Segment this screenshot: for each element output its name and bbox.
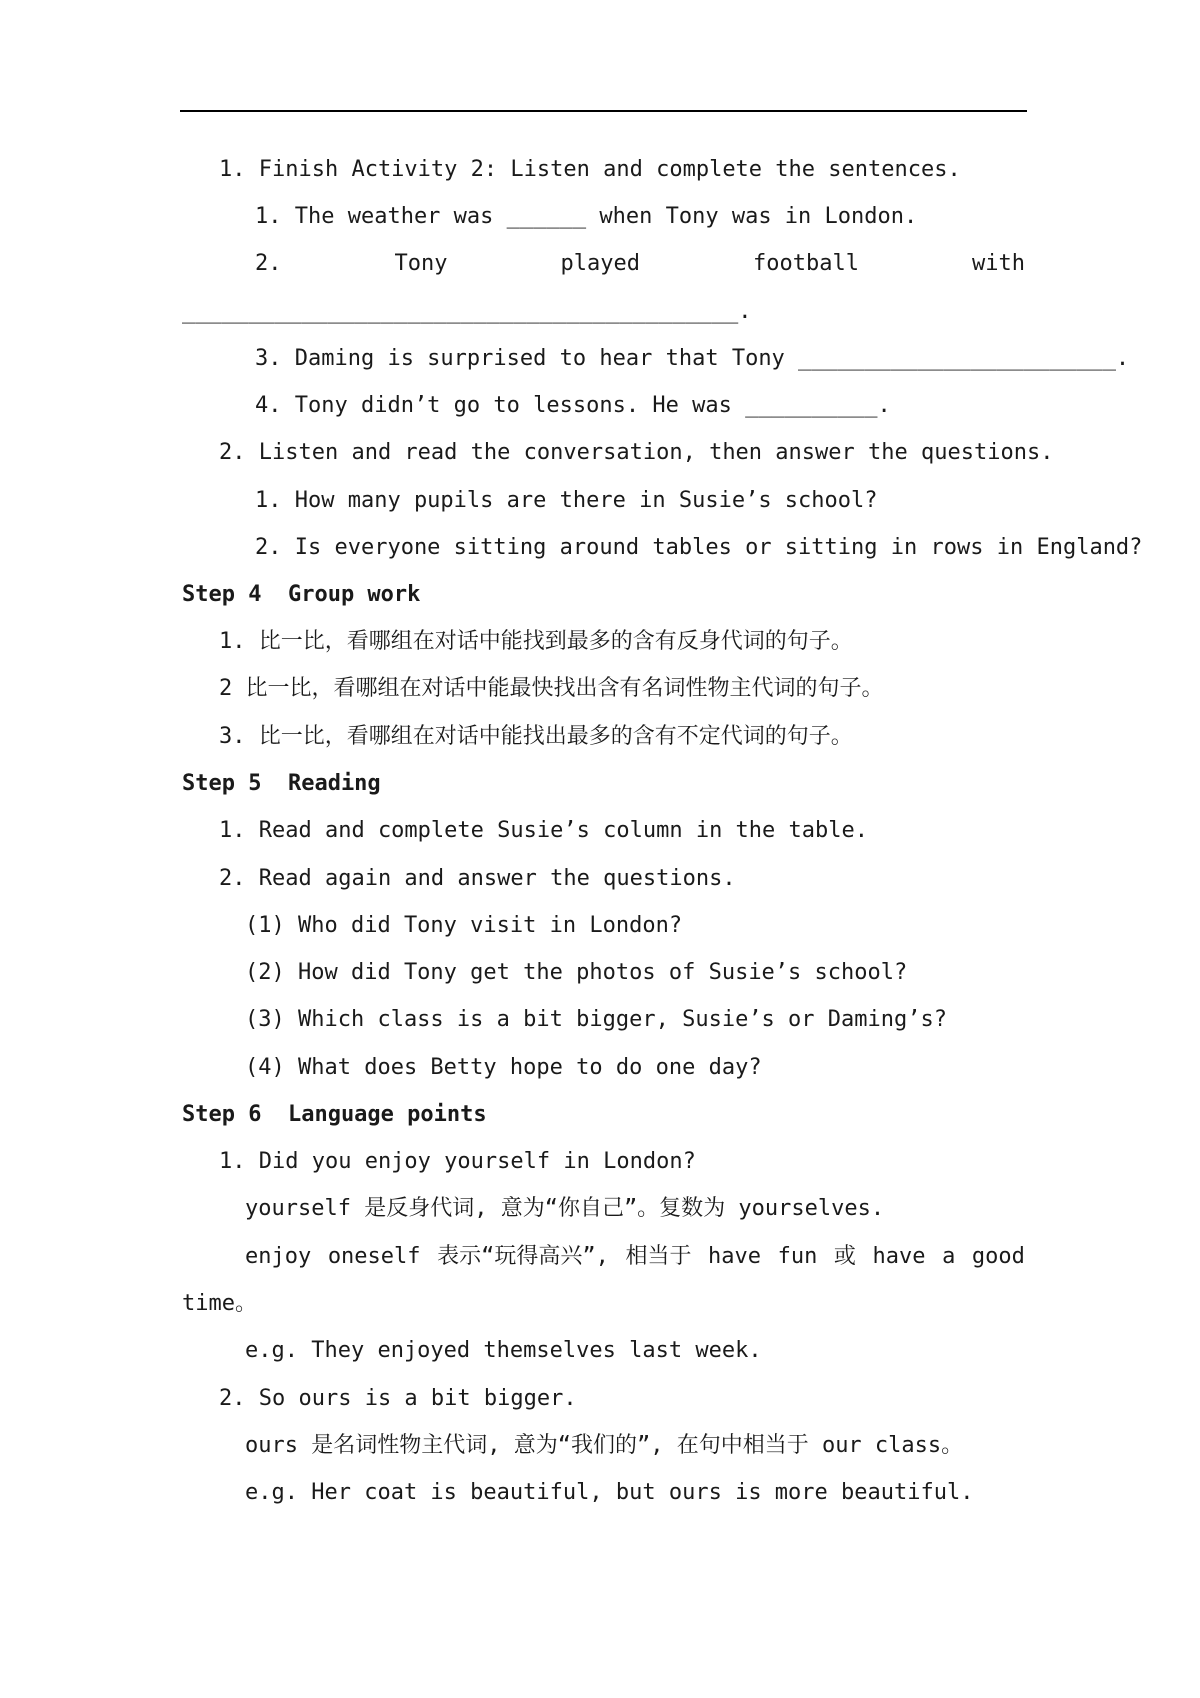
step-5-item: 1. Read and complete Susie’s column in the table.: [219, 818, 869, 843]
activity-2-question-3: 3. Daming is surprised to hear that Tony ________________________.: [255, 346, 1130, 371]
note-word: 相当于: [625, 1244, 692, 1269]
step-6-heading: Step 6 Language points: [182, 1102, 487, 1127]
point-1-title: 1. Did you enjoy yourself in London?: [219, 1149, 696, 1174]
header-rule: [180, 110, 1027, 112]
note-word: enjoy: [245, 1244, 312, 1269]
point-1-note-2: [245, 1242, 1025, 1272]
step-4-item: 1. 比一比，看哪组在对话中能找到最多的含有反身代词的句子。: [219, 629, 853, 654]
activity-2-question-4: 4. Tony didn’t go to lessons. He was __________.: [255, 393, 891, 418]
step-4-item: 2 比一比，看哪组在对话中能最快找出含有名词性物主代词的句子。: [219, 676, 884, 701]
note-word: good: [971, 1244, 1025, 1269]
activity-2-question-2: [255, 249, 1025, 279]
q2-word: played: [560, 251, 640, 276]
activity-2-question-2-blank: __________________________________________.: [182, 299, 752, 324]
activity-3-question-2: 2. Is everyone sitting around tables or sitting in rows in England?: [255, 535, 1143, 560]
note-word: 或: [833, 1244, 856, 1269]
note-word: fun: [777, 1244, 818, 1269]
note-word: have: [872, 1244, 926, 1269]
q2-word: Tony: [394, 251, 448, 276]
q2-word: football: [753, 251, 859, 276]
note-word: a: [942, 1244, 956, 1269]
step-5-question: (3) Which class is a bit bigger, Susie’s or Daming’s?: [245, 1007, 947, 1032]
point-2-example: e.g. Her coat is beautiful, but ours is more beautiful.: [245, 1480, 974, 1505]
step-5-item: 2. Read again and answer the questions.: [219, 866, 736, 891]
q2-word: 2.: [255, 251, 282, 276]
note-word: 表示“玩得高兴”,: [437, 1244, 609, 1269]
step-5-question: (4) What does Betty hope to do one day?: [245, 1055, 762, 1080]
step-5-question: (2) How did Tony get the photos of Susie’s school?: [245, 960, 908, 985]
step-5-heading: Step 5 Reading: [182, 771, 381, 796]
point-1-example: e.g. They enjoyed themselves last week.: [245, 1338, 762, 1363]
activity-3-instruction: 2. Listen and read the conversation, then answer the questions.: [219, 440, 1054, 465]
point-2-title: 2. So ours is a bit bigger.: [219, 1386, 577, 1411]
activity-2-question-1: 1. The weather was ______ when Tony was in London.: [255, 204, 918, 229]
activity-3-question-1: 1. How many pupils are there in Susie’s school?: [255, 488, 878, 513]
point-1-note-2-end: time。: [182, 1291, 257, 1316]
note-word: have: [708, 1244, 762, 1269]
point-1-note: yourself 是反身代词, 意为“你自己”。复数为 yourselves.: [245, 1196, 885, 1221]
note-word: oneself: [327, 1244, 421, 1269]
q2-word: with: [972, 251, 1025, 276]
point-2-note: ours 是名词性物主代词, 意为“我们的”, 在句中相当于 our class。: [245, 1433, 964, 1458]
step-4-item: 3. 比一比，看哪组在对话中能找出最多的含有不定代词的句子。: [219, 724, 853, 749]
activity-2-instruction: 1. Finish Activity 2: Listen and complete the sentences.: [219, 157, 961, 182]
step-4-heading: Step 4 Group work: [182, 582, 421, 607]
step-5-question: (1) Who did Tony visit in London?: [245, 913, 683, 938]
